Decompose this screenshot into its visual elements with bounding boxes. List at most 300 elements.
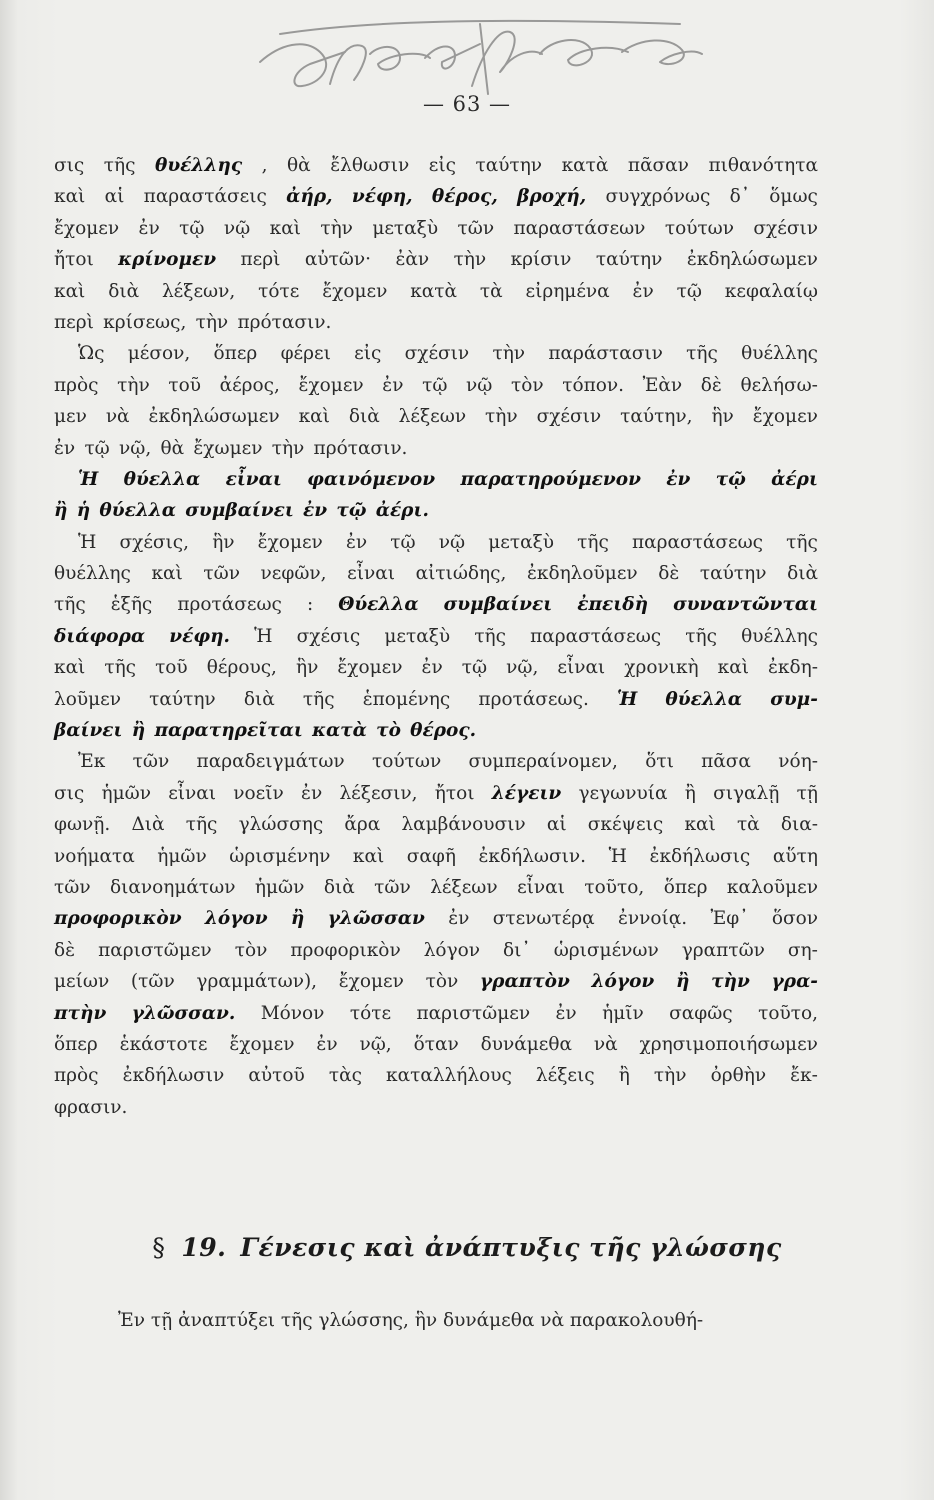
word: ἐν [54,437,76,459]
word: καὶ [269,217,301,239]
word: πρότασιν. [313,437,408,459]
word: λέξεων, [161,280,236,302]
word: φρασιν. [54,1096,128,1118]
word: καὶ [298,406,330,428]
word: δὲ [700,374,722,396]
word: καὶ [717,657,749,679]
word: θυέλλης [54,563,131,585]
text-line [54,338,818,369]
word: δ᾽ [729,186,750,208]
text-line [54,276,818,307]
word: συγχρόνως [605,186,711,208]
bold-word: Ἡ [617,688,638,710]
word: προτάσεως. [478,688,589,710]
word: διὰ [108,280,140,302]
bold-word: Ἡ [78,468,99,490]
section-heading [0,1233,934,1262]
word: ὅπερ [213,343,258,365]
bold-word: ἐν [666,468,691,490]
word: αἰτιώδης, [415,563,507,585]
handwritten-signature [250,14,710,104]
text-line [54,244,818,275]
word: νὰ [593,1033,618,1055]
word: ταύτην [475,155,543,176]
word: πρὸς [54,1065,99,1087]
word: τοῦτο, [758,1002,818,1024]
word: τὴν [117,374,150,396]
word: διανοημάτων [110,876,236,898]
word: τὴν [485,406,518,428]
text-line [54,935,818,966]
bold-word: ἀήρ, [286,186,333,208]
word: καὶ [54,657,86,679]
word: περὶ [54,311,94,333]
word: τῆς [104,657,137,679]
word: τὴν [492,343,526,365]
text-line [54,621,818,652]
word: Ὡς [78,343,105,365]
text-line [54,778,818,809]
word: νῷ [223,217,251,239]
bold-word: τὸ [376,720,401,742]
page-number: — 63 — [422,92,512,116]
word: τῆς [474,625,506,647]
word: συμπεραίνομεν, [468,751,618,773]
word: τῆς [54,594,86,616]
text-line-last-text: Ἐν τῇ ἀναπτύξει τῆς γλώσσης, ἣν δυνάμεθα νὰ παρακολουθή- [118,1310,704,1331]
text-line [54,1092,818,1123]
word: ἑξῆς [110,594,153,616]
word: τῆς [786,531,818,553]
word: ἔχομεν [257,531,323,553]
word: νῷ, [506,657,539,679]
text-line-last [118,1305,818,1336]
word: τῆς [185,814,218,836]
word: εἶναι [168,782,217,804]
word: ἔχομεν [322,280,388,302]
word: αἱ [546,814,567,836]
section-title: Γένεσις καὶ ἀνάπτυξις τῆς γλώσσης [240,1233,782,1262]
word: θυέλλης [741,625,818,647]
word: τῆς [302,688,335,710]
word: ἐκδη- [767,657,818,679]
word: τότε [349,1002,392,1024]
word: Ἡ [78,531,97,553]
word: κρίσεως, [103,311,187,333]
word: αὐτῶν· [304,249,372,271]
word: νῷ [466,374,493,396]
bold-word: βροχή, [517,186,587,208]
bold-word: παρατηρούμενον [460,468,641,490]
word: λέξεων [430,876,498,898]
word: σκέψεις [587,814,664,836]
bold-word: θυέλλης [155,155,243,176]
word: ἐν [138,217,160,239]
word: νὰ [105,406,130,428]
word: τὴν [653,1065,687,1087]
word: τοῦ [155,657,188,679]
word: θελήσω- [740,374,818,396]
bold-word: φαινόμενον [307,468,436,490]
bold-word: γρα- [771,971,818,993]
word: λόγον [423,939,481,961]
word: θυέλλης [741,343,818,365]
word: τὰ [736,814,760,836]
word: τῶν [54,876,91,898]
word: παραδειγμάτων [196,751,345,773]
word: ἔχομεν [298,374,364,396]
word: (τῶν [130,971,175,993]
word: νοεῖν [233,782,284,804]
word: διὰ [243,688,275,710]
word: χρησιμοποιήσωμεν [639,1033,818,1055]
word: ἡμῶν [157,845,207,867]
bold-word: γλῶσσαν. [131,1002,236,1024]
word: μεταξὺ [488,531,555,553]
word: ἀέρος, [219,374,280,396]
word: προτάσεως [177,594,282,616]
body-text [54,150,818,1123]
word: πᾶσαν [627,155,689,176]
word: περὶ [240,249,281,271]
word: προφορικὸν [290,939,401,961]
section-number: 19. [181,1233,227,1262]
word: ἐν [316,1033,338,1055]
bold-word: παρατηρεῖται [154,720,303,742]
word: μέσον, [127,343,191,365]
word: τῶν [457,217,495,239]
word: διὰ [348,406,380,428]
word: ὅτι [645,751,674,773]
text-line [54,181,818,212]
text-line [54,433,818,464]
bold-word: ἢ [675,971,690,993]
text-line [54,903,818,934]
text-line [54,684,818,715]
word: ἐκδηλοῦμεν [526,563,638,585]
word: κεφαλαίῳ [724,280,818,302]
word: αἱ [104,186,125,208]
word: τῇ [796,782,818,804]
text-line [54,307,818,338]
word: , [261,155,268,176]
word: σαφῆ [406,845,456,867]
bold-word: ἐπειδὴ [577,594,649,616]
word: σχέσιν [404,343,470,365]
word: ἐκδηλώσωμεν [686,249,818,271]
word: τῷ [676,280,702,302]
word: ἐν [421,657,443,679]
word: τοῦτο, [584,876,645,898]
word: τῷ [179,217,205,239]
word: μείων [54,971,110,993]
word: ὅταν [413,1033,459,1055]
word: τῆς [577,531,609,553]
word: τῶν [132,751,170,773]
word: καὶ [54,186,86,208]
word: ἐκδήλωσιν [122,1065,225,1087]
word: χρονικὴ [624,657,699,679]
word: ταύτην [149,688,216,710]
word: ἐκδήλωσις [649,845,751,867]
text-line [54,558,818,589]
text-line [54,1060,818,1091]
bold-word: θύελλα [123,468,201,490]
text-line [54,213,818,244]
word: λέξεις [535,1065,595,1087]
word: τῶν [374,876,411,898]
word: θέρους, [206,657,277,679]
word: νῷ, [359,1033,392,1055]
word: ταύτην [699,563,767,585]
word: γεγωνυία [578,782,668,804]
word: ἡμῶν [254,876,305,898]
word: ἤτοι [434,782,475,804]
word: διὰ [323,876,355,898]
word: δι᾽ [503,939,531,961]
word: πιθανότητα [708,155,818,176]
word: διὰ [787,563,818,585]
word: Διὰ [131,814,165,836]
word: λοῦμεν [54,688,121,710]
text-line [54,589,818,620]
word: τόπον. [562,374,624,396]
bold-word: ἢ [131,720,146,742]
bold-word: λέγειν [491,782,562,804]
word: γλώσσης [238,814,324,836]
bold-word: θύελλα [665,688,743,710]
word: νόη- [778,751,818,773]
word: καταλλήλους [386,1065,512,1087]
word: παραστάσεις [143,186,267,208]
word: ἐν [301,782,323,804]
bold-word: κρίνομεν [118,249,217,271]
word: ἣν [295,657,319,679]
bold-word: θέρος, [431,186,498,208]
word: καὶ [151,563,183,585]
bold-word: νέφη. [169,625,230,647]
section-symbol: § [152,1233,166,1262]
word: ἐὰν [395,249,430,271]
word: φωνῇ. [54,814,111,836]
word: ἔχομεν [338,971,404,993]
text-line [54,809,818,840]
word: τούτων [372,751,442,773]
text-line [54,715,818,746]
word: κατὰ [410,280,458,302]
bold-word: συμβαίνει [443,594,553,616]
text-line [54,495,818,526]
bold-word: διάφορα [54,625,146,647]
bold-word: συναντῶνται [673,594,818,616]
word: δια- [780,814,818,836]
word: παραστάσεως [530,625,662,647]
bold-word: πτὴν [54,1002,107,1024]
bold-word: θέρος. [410,720,477,742]
word: αὐτοῦ [248,1065,305,1087]
bold-word: νέφη, [351,186,413,208]
word: πρὸς [54,374,99,396]
word: κατὰ [561,155,609,176]
word: ταύτην, [620,406,693,428]
word: πᾶσα [701,751,751,773]
bold-word: γραπτὸν [479,971,570,993]
word: τὰς [328,1065,362,1087]
word: ἔχομεν [337,657,403,679]
word: τοῦ [168,374,201,396]
word: σαφῶς [669,1002,733,1024]
bold-word: ἡ [76,500,91,522]
text-line [54,998,818,1029]
word: εἶναι [517,876,565,898]
text-line [54,652,818,683]
word: μεν [54,406,87,428]
word: ἡμῶν [101,782,151,804]
text-line [54,841,818,872]
word: ἣν [212,531,235,553]
word: παριστῶμεν [416,1002,531,1024]
word: τῷ [461,657,488,679]
bold-word: ἀέρι [771,468,818,490]
text-line [54,1029,818,1060]
word: φέρει [280,343,331,365]
word: σις [54,782,85,804]
word: μεταξὺ [384,625,451,647]
word: θὰ [287,155,311,176]
word: σιγαλῇ [713,782,780,804]
word: ἄρα [344,814,381,836]
word: ἐννοίᾳ. [618,908,688,930]
word: νῷ [438,531,466,553]
word: τῷ [422,374,448,396]
word: αὕτη [772,845,818,867]
word: ἔλθωσιν [330,155,410,176]
word: ση- [787,939,818,961]
bold-word: βαίνει [54,720,123,742]
word: παράστασιν [548,343,663,365]
bold-word: συμ- [770,688,818,710]
word: ἢ [684,782,696,804]
word: ἐν [448,908,470,930]
word: εἰς [354,343,382,365]
word: : [306,594,314,616]
word: ὅπερ [663,876,708,898]
bold-word: θύελλα [99,500,177,522]
word: ἢ [618,1065,630,1087]
word: τὸν [425,971,459,993]
word: τότε [258,280,300,302]
word: δυνάμεθα [480,1033,572,1055]
word: τὴν [320,217,353,239]
word: τὸν [234,939,268,961]
text-line [54,150,818,181]
bold-word: προφορικὸν [54,908,182,930]
word: ὡρισμένων [553,939,659,961]
bold-word: λόγον [591,971,655,993]
bold-word: γλῶσσαν [327,908,425,930]
word: ἔχομεν [229,1033,295,1055]
word: νῷ, [119,437,152,459]
word: ἤτοι [54,249,94,271]
word: ὅσον [771,908,818,930]
word: εἰς [428,155,456,176]
word: καλοῦμεν [726,876,818,898]
word: νοήματα [54,845,135,867]
bold-word: τὴν [711,971,750,993]
word: σις [54,155,85,176]
bold-word: ἢ [290,908,305,930]
bold-word: λόγον [204,908,268,930]
word: ὅπερ [54,1033,98,1055]
word: λέξεων [398,406,467,428]
bold-word: κατὰ [312,720,367,742]
word: τὴν [195,311,229,333]
word: τὴν [271,437,305,459]
word: ἑπομένης [362,688,451,710]
word: ἐν [345,531,368,553]
word: ἐν [382,374,404,396]
word: ἔχομεν [54,217,120,239]
word: ἔκ- [790,1065,818,1087]
word: ἔχωμεν [193,437,263,459]
word: τὰ [479,280,503,302]
word: τῷ [390,531,416,553]
word: τῷ [84,437,110,459]
word: γραμμάτων), [196,971,318,993]
bold-word: τῷ [336,500,367,522]
word: Ἡ [254,625,273,647]
text-line [54,370,818,401]
word: ὀρθὴν [710,1065,767,1087]
text-line [54,527,818,558]
word: κρίσιν [510,249,572,271]
word: ὡρισμένην [229,845,331,867]
text-line [54,401,818,432]
bold-word: τῷ [715,468,746,490]
text-line [54,966,818,997]
word: ἐκδηλώσωμεν [148,406,280,428]
word: ταύτην [595,249,663,271]
word: Ἐκ [78,751,106,773]
word: μεταξὺ [372,217,439,239]
word: σχέσιν [536,406,602,428]
word: Ἐφ᾽ [710,908,749,930]
word: ὅμως [769,186,818,208]
text-line [54,464,818,495]
word: εἶναι [557,657,606,679]
word: λέξεσιν, [339,782,418,804]
bold-word: ἢ [54,500,68,522]
word: ἐν [632,280,654,302]
word: λαμβάνουσιν [401,814,526,836]
word: τὸν [510,374,544,396]
text-line [54,746,818,777]
word: τῆς [685,625,717,647]
word: τῶν [203,563,240,585]
word: ἔχομεν [752,406,818,428]
word: ἑκάστοτε [119,1033,208,1055]
word: γραπτῶν [681,939,765,961]
word: τῆς [103,155,136,176]
word: δὲ [54,939,76,961]
word: Ἡ [608,845,627,867]
word: τὴν [453,249,487,271]
word: τούτων [664,217,735,239]
word: πρότασιν. [237,311,332,333]
word: ἐκδήλωσιν. [478,845,587,867]
word: εἰρημένα [525,280,610,302]
word: σχέσιν [753,217,818,239]
